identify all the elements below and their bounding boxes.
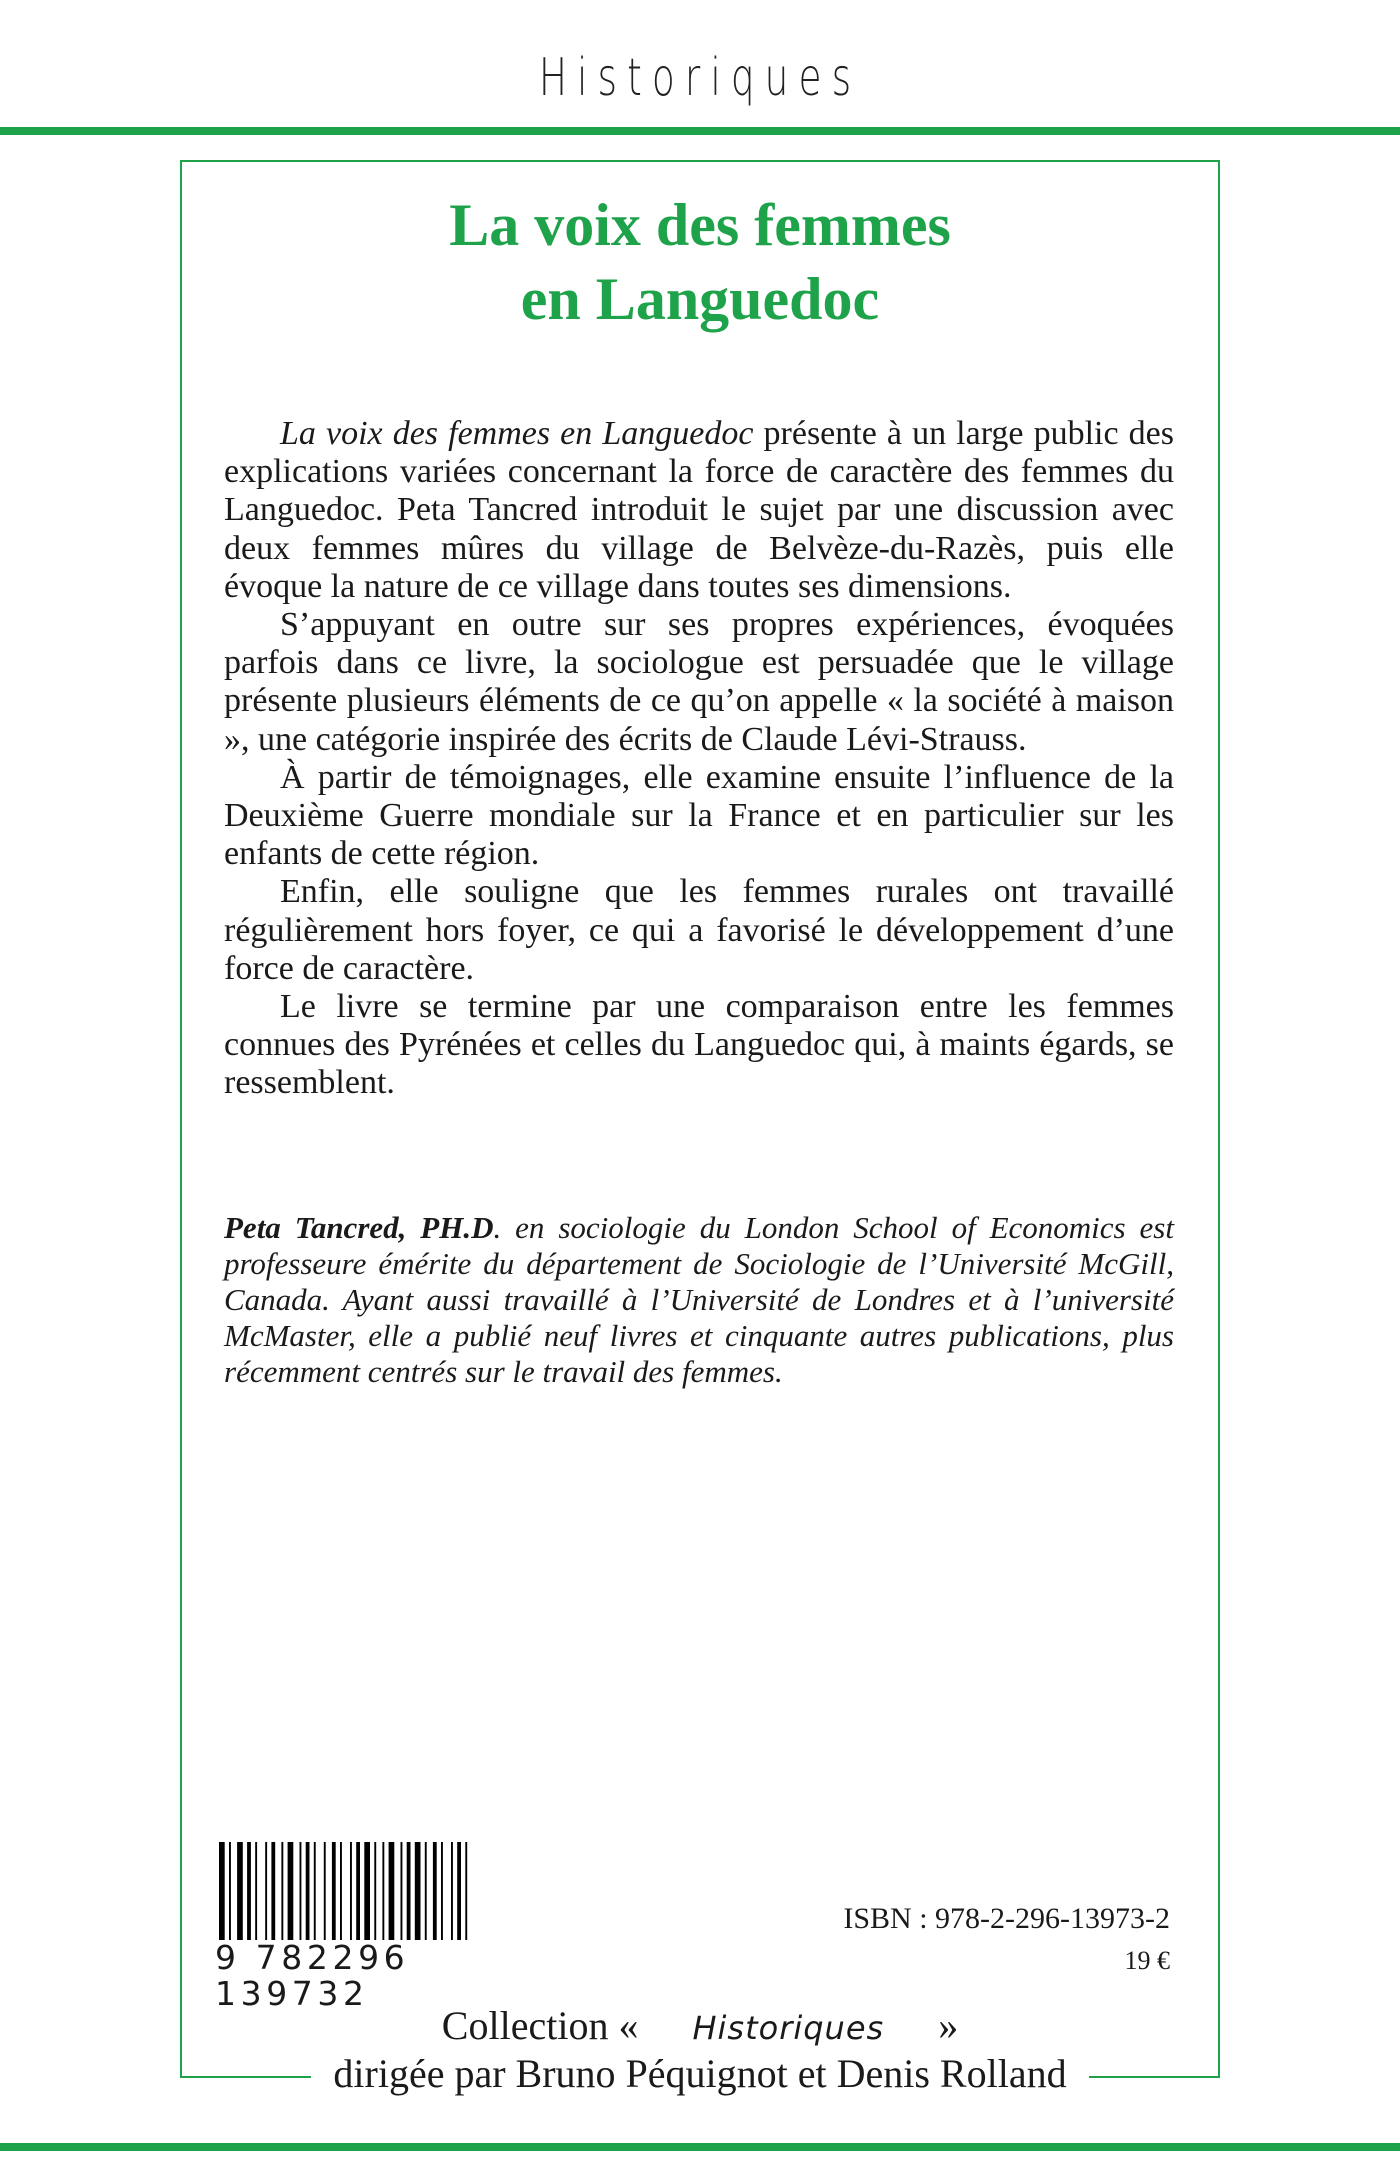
price: 19 €: [1124, 1946, 1170, 1975]
book-title-line1: La voix des femmes: [449, 192, 951, 258]
summary-paragraph-3: À partir de témoignages, elle examine ensuite l’influence de la Deuxième Guerre mondiale sur la France et en particulier sur les enfants de cette région.: [224, 758, 1174, 873]
bottom-green-rule: [0, 2143, 1400, 2151]
collection-directors-line: [0, 2051, 1400, 2097]
collection-series-name: Historiques: [670, 2009, 906, 2047]
author-bio-text: . en sociologie du London School of Economics est professeure émérite du département de Sociologie de l’Université McGill, Canada. Ayant aussi travaillé à l’Université de Londres et à l’université McMaster, elle a publié neuf livres et cinquante autres publications, plus récemment centrés sur le travail des femmes.: [224, 1210, 1174, 1389]
summary-paragraph-4: Enfin, elle souligne que les femmes rurales ont travaillé régulièrement hors foyer, ce qui a favorisé le développement d’une force de caractère.: [224, 873, 1174, 987]
summary-paragraph-1: [224, 415, 1174, 606]
collection-directors: dirigée par Bruno Péquignot et Denis Rolland: [311, 2051, 1088, 2096]
book-title-line2: en Languedoc: [520, 266, 880, 332]
book-summary: [224, 415, 1174, 1103]
author-name: Peta Tancred, PH.D: [224, 1210, 494, 1245]
series-header: Historiques: [538, 48, 862, 108]
book-title: [180, 188, 1220, 336]
collection-prefix: Collection «: [420, 2003, 671, 2048]
summary-paragraph-5: Le livre se termine par une comparaison entre les femmes connues des Pyrénées et celles du Languedoc qui, à maints égards, se ressemblent.: [224, 988, 1174, 1102]
collection-info: [0, 2003, 1400, 2097]
summary-p1-text: présente à un large public des explications variées concernant la force de caractère des femmes du Languedoc. Peta Tancred introduit le sujet par une discussion avec deux femmes mûres du village de Belvèze-du-Razès, puis elle évoque la nature de ce village dans toutes ses dimensions.: [224, 415, 1174, 605]
summary-title-ref: La voix des femmes en Languedoc: [280, 415, 754, 452]
summary-paragraph-2: S’appuyant en outre sur ses propres expériences, évoquées parfois dans ce livre, la sociologue est persuadée que le village présente plusieurs éléments de ce qu’on appelle « la société à maison », une catégorie inspirée des écrits de Claude Lévi-Strauss.: [224, 606, 1174, 758]
author-bio: [224, 1210, 1174, 1390]
collection-line: [0, 2003, 1400, 2051]
isbn: ISBN : 978-2-296-13973-2: [843, 1902, 1170, 1935]
top-green-rule: [0, 127, 1400, 135]
collection-suffix: »: [906, 2003, 980, 2048]
barcode-digits: 9 782296 139732: [215, 1940, 575, 2012]
